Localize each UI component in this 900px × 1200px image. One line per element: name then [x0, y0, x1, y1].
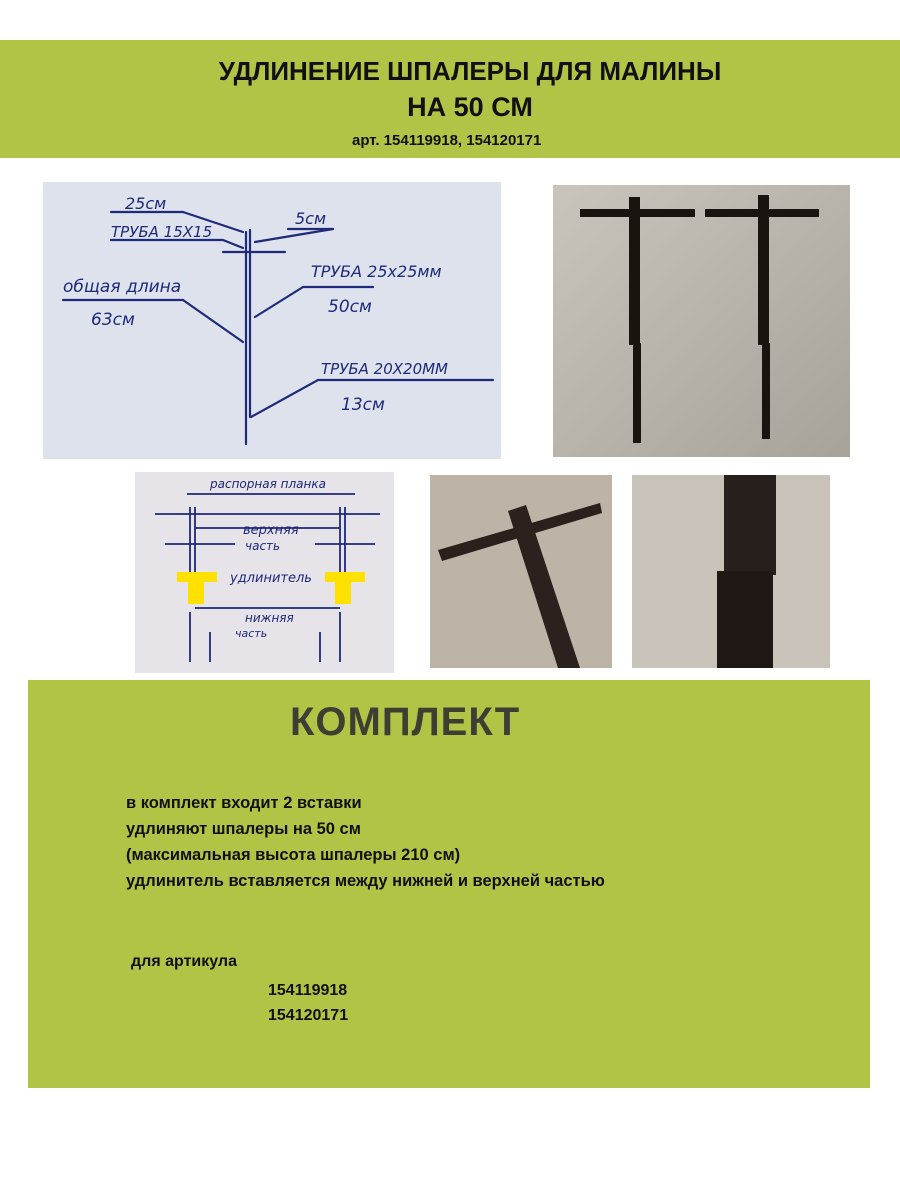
article-item: 154119918	[268, 982, 348, 999]
sketch1-label-pipe25: ТРУБА 25х25мм	[311, 262, 442, 281]
article-item: 154120171	[268, 1007, 349, 1024]
sketch1-label-pipe20: ТРУБА 20Х20ММ	[321, 360, 449, 378]
sketch1-label-25: 25см	[125, 194, 167, 213]
sketch1-label-pipe15: ТРУБА 15Х15	[111, 223, 213, 241]
kit-description	[126, 790, 605, 894]
sketch2-label-lower1: нижняя	[245, 611, 294, 625]
sketch1-label-total2: 63см	[91, 310, 135, 330]
photo-two-extensions	[553, 185, 850, 457]
for-article-label: для артикула	[131, 953, 237, 970]
photo-t-closeup	[430, 475, 612, 668]
sketch1-label-5: 5см	[295, 209, 327, 228]
kit-line: удлиняют шпалеры на 50 см	[126, 820, 361, 838]
kit-title: КОМПЛЕКТ	[290, 700, 521, 744]
sketch1-label-total1: общая длина	[63, 277, 182, 297]
article-list	[268, 978, 348, 1028]
assembly-sketch	[135, 472, 394, 673]
article-numbers: арт. 154119918, 154120171	[352, 132, 542, 149]
sketch2-label-bar: распорная планка	[210, 477, 326, 491]
sketch1-label-50: 50см	[328, 297, 372, 317]
sketch2-label-lower2: часть	[235, 627, 268, 640]
kit-line: удлинитель вставляется между нижней и верхней частью	[126, 872, 605, 890]
sketch2-label-ext: удлинитель	[230, 571, 312, 586]
page-title: УДЛИНЕНИЕ ШПАЛЕРЫ ДЛЯ МАЛИНЫ	[218, 56, 722, 86]
kit-line: в комплект входит 2 вставки	[126, 794, 362, 812]
sketch2-label-upper2: часть	[245, 539, 281, 553]
sketch1-label-13: 13см	[341, 395, 385, 415]
sketch2-label-upper1: верхняя	[243, 523, 299, 538]
dimension-sketch	[43, 182, 501, 459]
kit-line: (максимальная высота шпалеры 210 см)	[126, 846, 461, 864]
photo-joint-closeup	[632, 475, 830, 668]
page-subtitle: НА 50 СМ	[407, 92, 533, 122]
